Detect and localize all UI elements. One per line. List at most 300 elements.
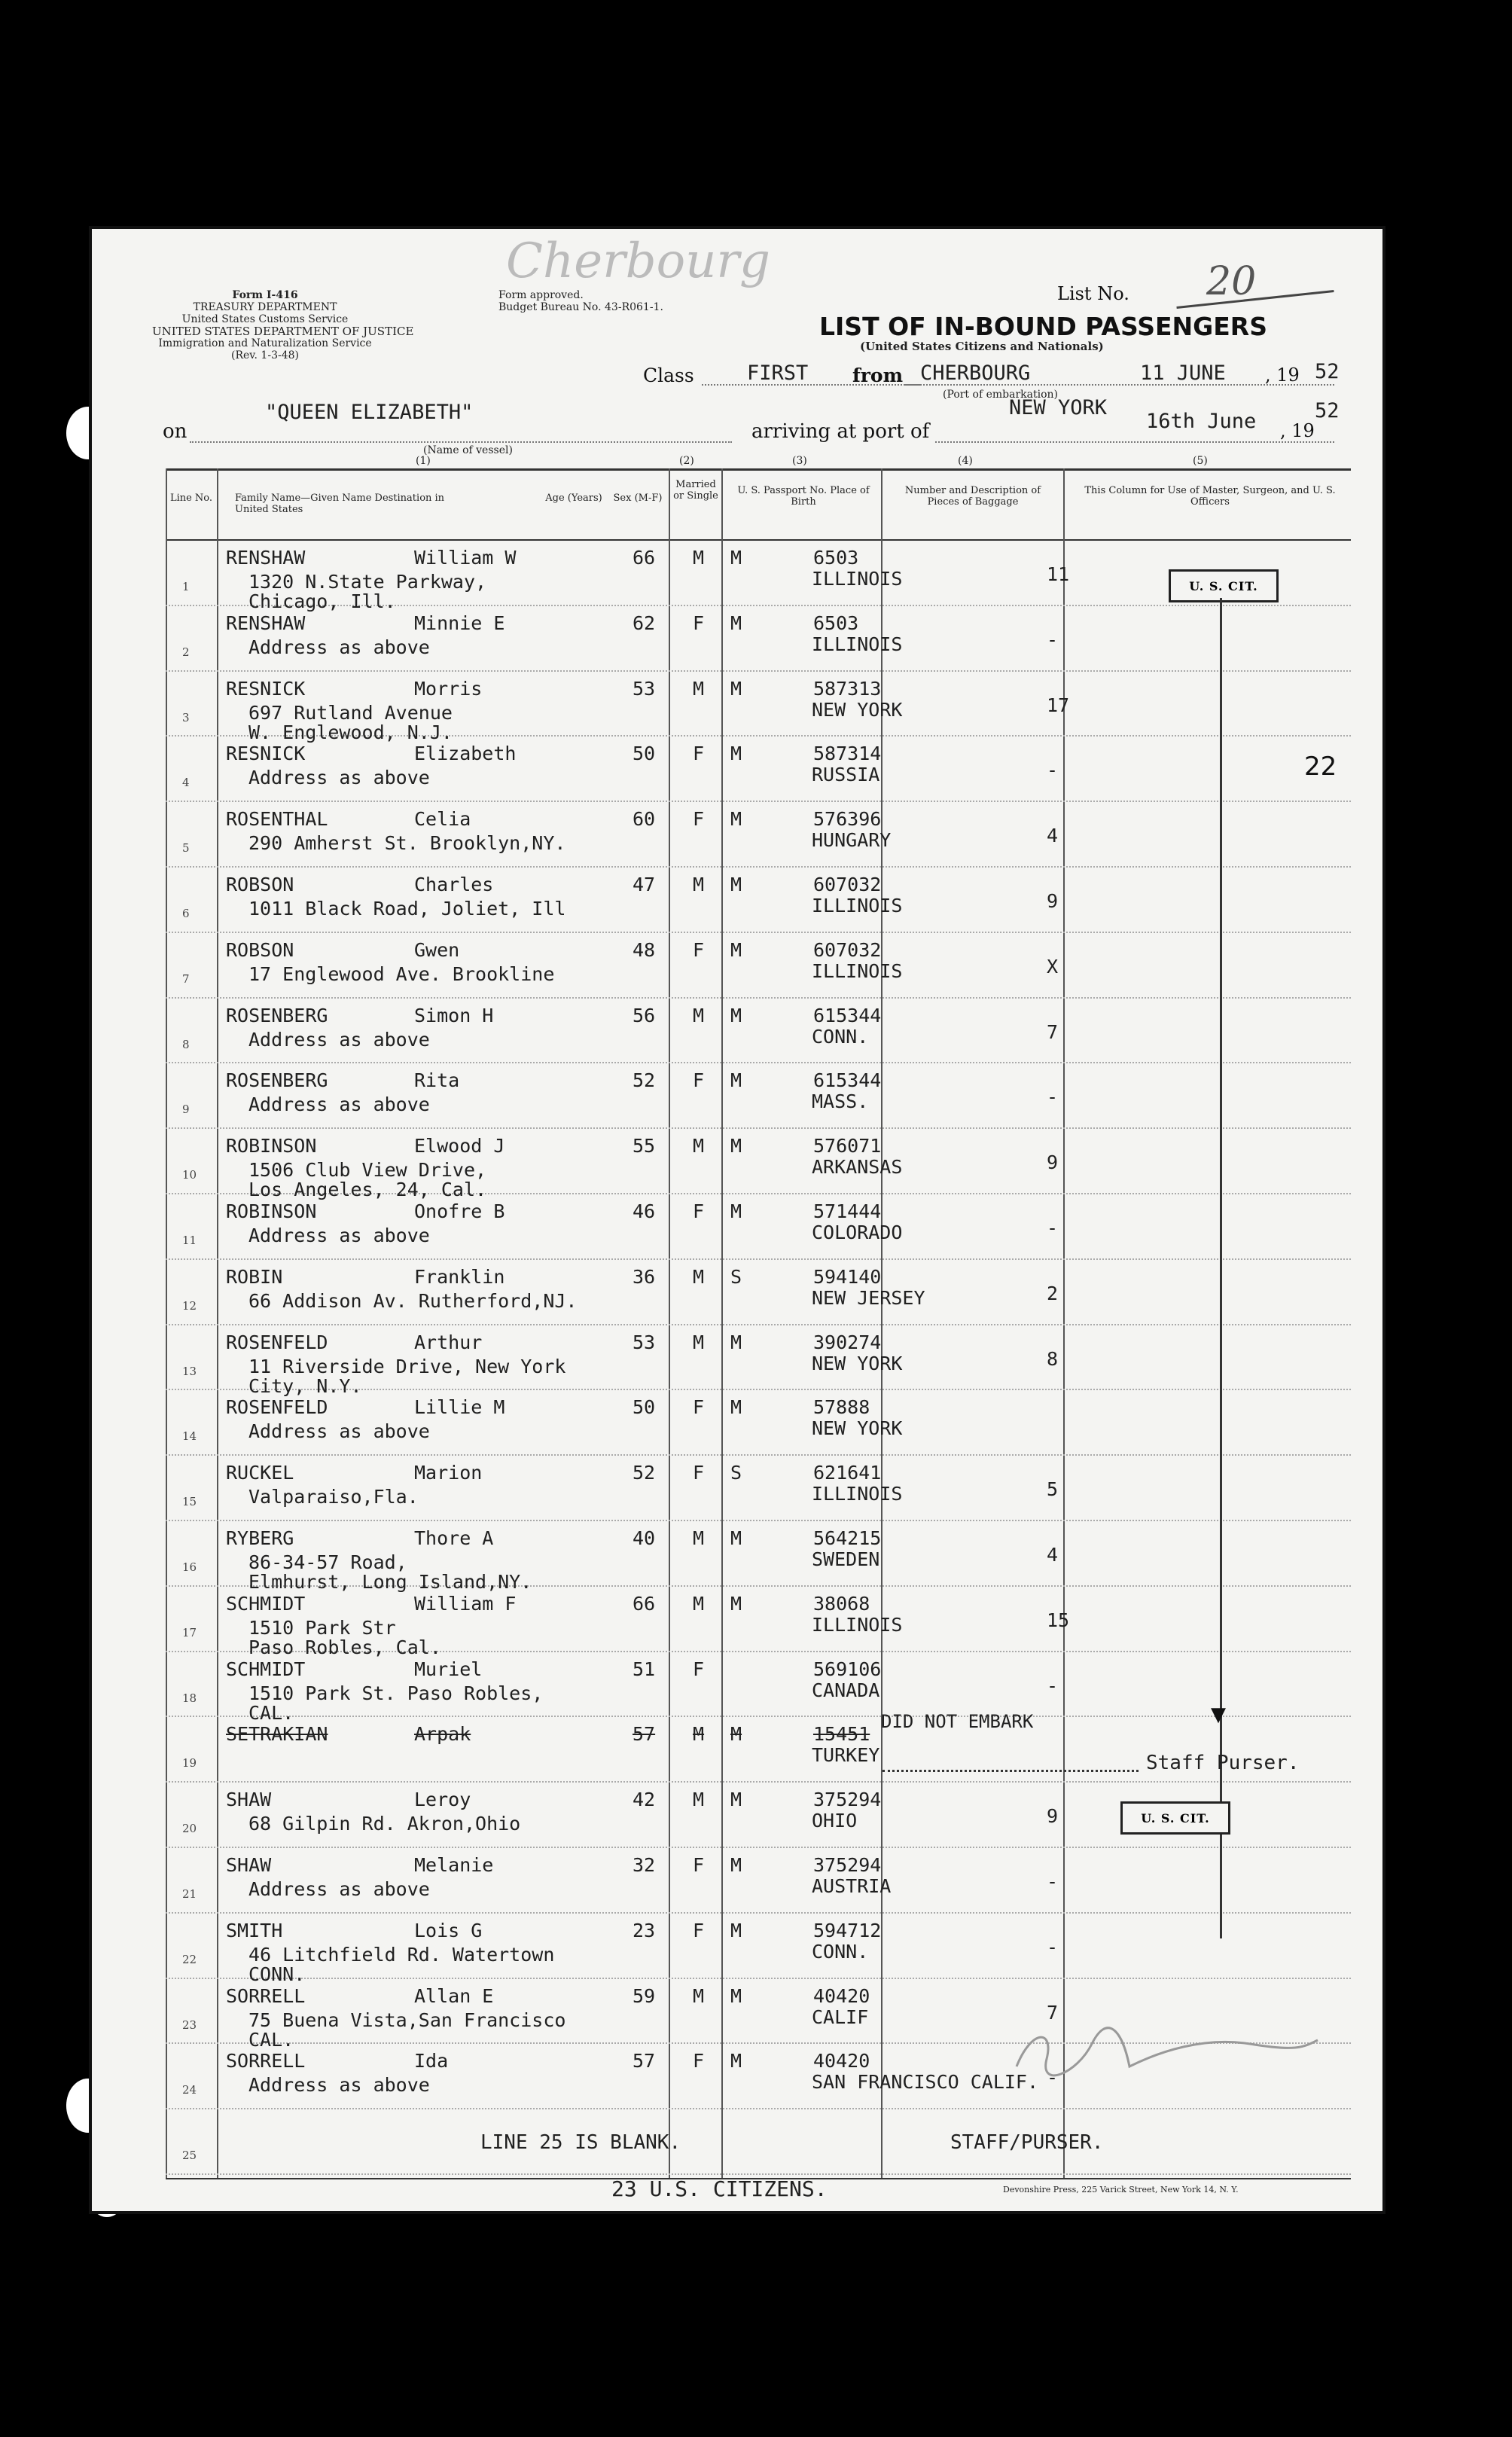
given-name: Ida: [414, 2050, 449, 2073]
sex: F: [693, 1069, 705, 1092]
printer-imprint: Devonshire Press, 225 Varick Street, New York 14, N. Y.: [1003, 2185, 1239, 2195]
age: 57: [633, 2050, 656, 2073]
address-line-1: 75 Buena Vista,San Francisco: [248, 2008, 566, 2031]
address-line-2: City, N.Y.: [248, 1374, 362, 1397]
passport-number: 15451: [813, 1723, 870, 1746]
place-of-birth: HUNGARY: [812, 829, 892, 852]
form-approved: Form approved.: [498, 289, 584, 301]
given-name: Thore A: [414, 1527, 494, 1549]
address-line-1: 1510 Park St. Paso Robles,: [248, 1682, 544, 1704]
age: 42: [633, 1789, 656, 1811]
given-name: Allan E: [414, 1984, 494, 2007]
line-number: 20: [182, 1822, 197, 1836]
line-number: 16: [182, 1560, 197, 1574]
place-of-birth: TURKEY: [812, 1744, 880, 1767]
baggage-count: -: [1047, 628, 1059, 651]
address-line-1: Address as above: [248, 636, 430, 658]
page-title: LIST OF IN-BOUND PASSENGERS: [819, 312, 1267, 341]
place-of-birth: CANADA: [812, 1679, 880, 1701]
address-line-1: Address as above: [248, 767, 430, 789]
given-name: Elizabeth: [414, 743, 517, 765]
passport-number: 576071: [813, 1135, 882, 1157]
table-row: [166, 606, 1351, 672]
line-number: 24: [182, 2083, 197, 2097]
age: 36: [633, 1265, 656, 1288]
line-number: 6: [182, 907, 190, 920]
from-label: from: [852, 364, 904, 386]
marital-status: M: [730, 874, 742, 895]
address-line-2: CONN.: [248, 1963, 306, 1985]
place-of-birth: RUSSIA: [812, 764, 880, 786]
table-row: [166, 1587, 1351, 1658]
given-name: Franklin: [414, 1265, 505, 1288]
budget-bureau: Budget Bureau No. 43-R061-1.: [498, 301, 663, 313]
passport-number: 40420: [813, 2050, 870, 2073]
table-row: [166, 1063, 1351, 1129]
surname: SETRAKIAN: [226, 1723, 328, 1746]
address-line-2: W. Englewood, N.J.: [248, 721, 453, 743]
us-citizen-stamp-1: U. S. CIT.: [1169, 569, 1279, 602]
address-line-2: Paso Robles, Cal.: [248, 1636, 441, 1658]
line-number: 15: [182, 1495, 197, 1509]
address-line-2: Chicago, Ill.: [248, 590, 396, 612]
surname: ROSENBERG: [226, 1004, 328, 1026]
passport-number: 594712: [813, 1919, 882, 1941]
sex: M: [693, 1592, 705, 1615]
given-name: Elwood J: [414, 1135, 505, 1157]
age: 50: [633, 743, 656, 765]
passport-number: 57888: [813, 1396, 870, 1419]
marital-status: M: [730, 1135, 742, 1157]
table-row: [166, 1390, 1351, 1456]
arriving-label: arriving at port of: [751, 420, 930, 443]
address-line-2: Elmhurst, Long Island,NY.: [248, 1571, 532, 1593]
vessel-note: (Name of vessel): [423, 444, 513, 456]
sex: F: [693, 2050, 705, 2073]
given-name: Morris: [414, 677, 483, 700]
baggage-count: 11: [1047, 563, 1070, 585]
address-line-1: 66 Addison Av. Rutherford,NJ.: [248, 1289, 578, 1312]
marital-status: M: [730, 1984, 742, 2007]
passport-number: 6503: [813, 547, 859, 569]
line-number: 14: [182, 1429, 197, 1444]
address-line-1: Address as above: [248, 1028, 430, 1051]
col-header-baggage: Number and Description of Pieces of Baggage: [904, 485, 1041, 508]
address-line-1: Address as above: [248, 1093, 430, 1116]
table-row: [166, 868, 1351, 933]
sex: M: [693, 1135, 705, 1157]
surname: RESNICK: [226, 743, 306, 765]
baggage-count: 9: [1047, 1805, 1059, 1828]
did-not-embark-note: DID NOT EMBARK: [881, 1711, 1034, 1732]
age: 55: [633, 1135, 656, 1157]
sex: M: [693, 1265, 705, 1288]
budget-note: [498, 289, 663, 313]
arrival-year: 52: [1315, 399, 1340, 422]
baggage-count: 2: [1047, 1282, 1059, 1304]
surname: RENSHAW: [226, 612, 306, 634]
place-of-birth: NEW YORK: [812, 1352, 903, 1374]
revision: (Rev. 1-3-48): [231, 349, 299, 361]
passport-number: 607032: [813, 874, 882, 895]
baggage-count: -: [1047, 1935, 1059, 1958]
address-line-1: Address as above: [248, 1225, 430, 1246]
table-row: [166, 1456, 1351, 1521]
sex: F: [693, 1396, 705, 1419]
address-line-1: 697 Rutland Avenue: [248, 701, 453, 724]
place-of-birth: SAN FRANCISCO CALIF.: [812, 2071, 1039, 2094]
embark-date: 11 JUNE: [1140, 361, 1226, 385]
surname: ROBINSON: [226, 1135, 317, 1157]
year-value: 52: [1315, 360, 1340, 383]
passport-number: 587313: [813, 677, 882, 700]
surname: SCHMIDT: [226, 1658, 306, 1680]
passport-number: 615344: [813, 1069, 882, 1092]
age: 66: [633, 547, 656, 569]
marital-status: M: [730, 1592, 742, 1615]
line-number: 3: [182, 710, 190, 724]
citizen-bracket-line: [1220, 598, 1222, 1938]
marital-status: M: [730, 2050, 742, 2073]
surname: RESNICK: [226, 677, 306, 700]
surname: ROBSON: [226, 938, 294, 961]
sex: F: [693, 808, 705, 831]
form-header: [152, 289, 414, 361]
sex: F: [693, 938, 705, 961]
line25-blank-note: LINE 25 IS BLANK.: [480, 2131, 681, 2154]
sex: M: [693, 874, 705, 895]
sex: F: [693, 743, 705, 765]
line-number: 22: [182, 1952, 197, 1966]
place-of-birth: OHIO: [812, 1810, 858, 1832]
age: 53: [633, 1331, 656, 1353]
table-row: [166, 1521, 1351, 1593]
given-name: Rita: [414, 1069, 460, 1092]
baggage-count: 8: [1047, 1347, 1059, 1370]
line-number: 12: [182, 1298, 197, 1313]
marital-status: M: [730, 1004, 742, 1026]
age: 46: [633, 1200, 656, 1222]
place-of-birth: ILLINOIS: [812, 633, 903, 655]
vessel-rule: [190, 441, 732, 443]
line-number: 13: [182, 1364, 197, 1378]
col-header-officers: This Column for Use of Master, Surgeon, and U. S. Officers: [1084, 485, 1336, 508]
table-row: [166, 1260, 1351, 1325]
surname: SORRELL: [226, 1984, 306, 2007]
place-of-birth: NEW JERSEY: [812, 1286, 925, 1309]
sex: F: [693, 1658, 705, 1680]
age: 23: [633, 1919, 656, 1941]
given-name: Minnie E: [414, 612, 505, 634]
surname: ROBSON: [226, 874, 294, 895]
col-header-married: Married or Single: [673, 479, 718, 502]
col-header-age: Age (Years): [545, 493, 602, 504]
line-number: 23: [182, 2018, 197, 2032]
sex: M: [693, 1984, 705, 2007]
marital-status: M: [730, 1527, 742, 1549]
passport-number: 621641: [813, 1462, 882, 1484]
age: 62: [633, 612, 656, 634]
treasury-dept: TREASURY DEPARTMENT: [193, 301, 337, 313]
customs-service: United States Customs Service: [181, 313, 349, 325]
year-prefix: , 19: [1265, 364, 1300, 386]
col-header-line: Line No.: [169, 493, 213, 504]
line-number: 18: [182, 1691, 197, 1705]
place-of-birth: ILLINOIS: [812, 1613, 903, 1636]
marital-status: M: [730, 1789, 742, 1811]
given-name: Charles: [414, 874, 494, 895]
address-line-1: 290 Amherst St. Brooklyn,NY.: [248, 832, 566, 855]
address-line-1: 17 Englewood Ave. Brookline: [248, 962, 555, 985]
passport-number: 594140: [813, 1265, 882, 1288]
row-rule: [166, 2173, 1351, 2175]
surname: SMITH: [226, 1919, 283, 1941]
marital-status: M: [730, 612, 742, 634]
given-name: Celia: [414, 808, 471, 831]
colnum-2: (2): [679, 455, 694, 467]
line-number: 10: [182, 1168, 197, 1182]
marital-status: M: [730, 743, 742, 765]
sex: M: [693, 1527, 705, 1549]
baggage-count: 5: [1047, 1478, 1059, 1501]
table-row: [166, 933, 1351, 999]
age: 32: [633, 1854, 656, 1876]
age: 57: [633, 1723, 656, 1746]
handwritten-port-note: Cherbourg: [506, 233, 770, 289]
marital-status: M: [730, 808, 742, 831]
surname: ROSENBERG: [226, 1069, 328, 1092]
sex: F: [693, 612, 705, 634]
age: 40: [633, 1527, 656, 1549]
place-of-birth: SWEDEN: [812, 1548, 880, 1570]
manifest-sheet: [89, 226, 1385, 2214]
baggage-count: -: [1047, 1674, 1059, 1697]
given-name: Muriel: [414, 1658, 483, 1680]
us-citizen-stamp-2: U. S. CIT.: [1120, 1801, 1230, 1835]
address-line-1: Address as above: [248, 2074, 430, 2097]
col-header-sex: Sex (M-F): [613, 493, 663, 504]
marital-status: M: [730, 1854, 742, 1876]
table-row: [166, 802, 1351, 868]
table-row: [166, 999, 1351, 1064]
table-row: [166, 1325, 1351, 1397]
place-of-birth: NEW YORK: [812, 1417, 903, 1440]
marital-status: M: [730, 1723, 742, 1746]
place-of-birth: AUSTRIA: [812, 1875, 892, 1897]
line-number: 11: [182, 1234, 197, 1247]
from-value: CHERBOURG: [920, 361, 1031, 385]
vessel-name: "QUEEN ELIZABETH": [265, 401, 474, 424]
sex: F: [693, 1200, 705, 1222]
address-line-1: 68 Gilpin Rd. Akron,Ohio: [248, 1813, 521, 1835]
line-number: 4: [182, 776, 190, 790]
address-line-1: Valparaiso,Fla.: [248, 1486, 419, 1508]
justice-dept: UNITED STATES DEPARTMENT OF JUSTICE: [152, 325, 414, 338]
marital-status: M: [730, 547, 742, 569]
address-line-2: CAL.: [248, 1701, 294, 1724]
col-header-passport: U. S. Passport No. Place of Birth: [737, 485, 870, 508]
age: 52: [633, 1069, 656, 1092]
age: 51: [633, 1658, 656, 1680]
surname: ROSENFELD: [226, 1396, 328, 1419]
baggage-count: 7: [1047, 1020, 1059, 1043]
marital-status: M: [730, 1200, 742, 1222]
arrival-date: 16th June: [1146, 410, 1257, 433]
surname: SHAW: [226, 1854, 272, 1876]
table-row: [166, 1129, 1351, 1201]
place-of-birth: NEW YORK: [812, 698, 903, 721]
baggage-count: 17: [1047, 694, 1070, 716]
baggage-count: -: [1047, 1217, 1059, 1239]
list-no-value: 20: [1206, 259, 1257, 304]
surname: SORRELL: [226, 2050, 306, 2073]
place-of-birth: CONN.: [812, 1940, 869, 1963]
table-row: [166, 1194, 1351, 1260]
given-name: Arpak: [414, 1723, 471, 1746]
address-line-1: 46 Litchfield Rd. Watertown: [248, 1943, 555, 1966]
address-line-1: 1510 Park Str: [248, 1616, 396, 1639]
baggage-count: -: [1047, 1086, 1059, 1109]
table-row: [166, 2109, 1351, 2175]
place-of-birth: MASS.: [812, 1090, 869, 1113]
age: 56: [633, 1004, 656, 1026]
age: 50: [633, 1396, 656, 1419]
surname: ROBIN: [226, 1265, 283, 1288]
baggage-count: 4: [1047, 1544, 1059, 1566]
address-line-1: 1320 N.State Parkway,: [248, 571, 487, 593]
line-number: 19: [182, 1756, 197, 1771]
list-no-label: List No.: [1057, 283, 1129, 304]
line-number: 21: [182, 1887, 197, 1901]
baggage-count: 9: [1047, 1151, 1059, 1174]
surname: RUCKEL: [226, 1462, 294, 1484]
line-number: 9: [182, 1103, 190, 1117]
baggage-count: 9: [1047, 890, 1059, 912]
place-of-birth: ILLINOIS: [812, 959, 903, 982]
passport-number: 6503: [813, 612, 859, 634]
address-line-1: 11 Riverside Drive, New York: [248, 1355, 566, 1377]
sex: F: [693, 1854, 705, 1876]
age: 59: [633, 1984, 656, 2007]
purser-dotted-rule: [883, 1770, 1139, 1772]
surname: RYBERG: [226, 1527, 294, 1549]
line-number: 1: [182, 580, 190, 593]
col-header-name: Family Name—Given Name Destination in United States: [235, 493, 445, 515]
table-row: [166, 737, 1351, 802]
marital-status: M: [730, 1069, 742, 1092]
given-name: Onofre B: [414, 1200, 505, 1222]
ins-service: Immigration and Naturalization Service: [158, 337, 372, 349]
baggage-count: -: [1047, 1871, 1059, 1893]
given-name: Marion: [414, 1462, 483, 1484]
passport-number: 375294: [813, 1789, 882, 1811]
passport-number: 615344: [813, 1004, 882, 1026]
place-of-birth: ILLINOIS: [812, 568, 903, 590]
baggage-count: 7: [1047, 2001, 1059, 2024]
given-name: William F: [414, 1592, 517, 1615]
passport-number: 576396: [813, 808, 882, 831]
table-row: [166, 672, 1351, 743]
surname: ROSENTHAL: [226, 808, 328, 831]
page-subtitle: (United States Citizens and Nationals): [860, 340, 1104, 353]
line-number: 8: [182, 1037, 190, 1051]
age: 47: [633, 874, 656, 895]
table-top-rule: [166, 468, 1351, 471]
marital-status: S: [730, 1462, 742, 1484]
passport-number: 40420: [813, 1984, 870, 2007]
sex: F: [693, 1462, 705, 1484]
surname: RENSHAW: [226, 547, 306, 569]
on-label: on: [163, 420, 187, 443]
sex: M: [693, 1723, 705, 1746]
place-of-birth: ILLINOIS: [812, 895, 903, 917]
sex: M: [693, 1004, 705, 1026]
age: 48: [633, 938, 656, 961]
table-row: [166, 1848, 1351, 1914]
given-name: Lillie M: [414, 1396, 505, 1419]
address-line-1: 1506 Club View Drive,: [248, 1159, 487, 1182]
marital-status: M: [730, 1331, 742, 1353]
address-line-1: 86-34-57 Road,: [248, 1551, 407, 1573]
sex: M: [693, 1789, 705, 1811]
line-number: 25: [182, 2149, 197, 2163]
baggage-count: 4: [1047, 825, 1059, 847]
arrival-rule: [935, 441, 1334, 443]
line-number: 2: [182, 645, 190, 659]
given-name: Simon H: [414, 1004, 494, 1026]
given-name: Leroy: [414, 1789, 471, 1811]
baggage-count: 15: [1047, 1609, 1070, 1631]
staff-purser-bottom: STAFF/PURSER.: [950, 2131, 1104, 2154]
given-name: Lois G: [414, 1919, 483, 1941]
citizen-count: 22: [1304, 752, 1337, 782]
place-of-birth: ARKANSAS: [812, 1156, 903, 1179]
given-name: Arthur: [414, 1331, 483, 1353]
line-number: 7: [182, 971, 190, 986]
passport-number: 390274: [813, 1331, 882, 1353]
age: 52: [633, 1462, 656, 1484]
class-value: FIRST: [747, 361, 809, 385]
baggage-count: X: [1047, 955, 1059, 978]
marital-status: M: [730, 1919, 742, 1941]
colnum-3: (3): [792, 455, 807, 467]
address-line-2: CAL.: [248, 2028, 294, 2051]
given-name: Melanie: [414, 1854, 494, 1876]
passport-number: 587314: [813, 743, 882, 765]
address-line-2: Los Angeles, 24, Cal.: [248, 1179, 487, 1201]
passport-number: 571444: [813, 1200, 882, 1222]
colnum-4: (4): [958, 455, 973, 467]
passport-number: 607032: [813, 938, 882, 961]
colnum-1: (1): [416, 455, 431, 467]
surname: SHAW: [226, 1789, 272, 1811]
place-of-birth: CALIF: [812, 2005, 869, 2028]
passport-number: 564215: [813, 1527, 882, 1549]
surname: ROSENFELD: [226, 1331, 328, 1353]
line-number: 5: [182, 841, 190, 856]
place-of-birth: CONN.: [812, 1025, 869, 1048]
citizen-count-arrow: ▼: [1211, 1703, 1226, 1726]
age: 53: [633, 677, 656, 700]
surname: ROBINSON: [226, 1200, 317, 1222]
signature: [1009, 2021, 1325, 2082]
surname: SCHMIDT: [226, 1592, 306, 1615]
arrival-year-prefix: , 19: [1280, 420, 1315, 441]
given-name: Gwen: [414, 938, 460, 961]
baggage-count: -: [1047, 759, 1059, 782]
marital-status: M: [730, 938, 742, 961]
baggage-count: -: [1047, 2066, 1059, 2089]
